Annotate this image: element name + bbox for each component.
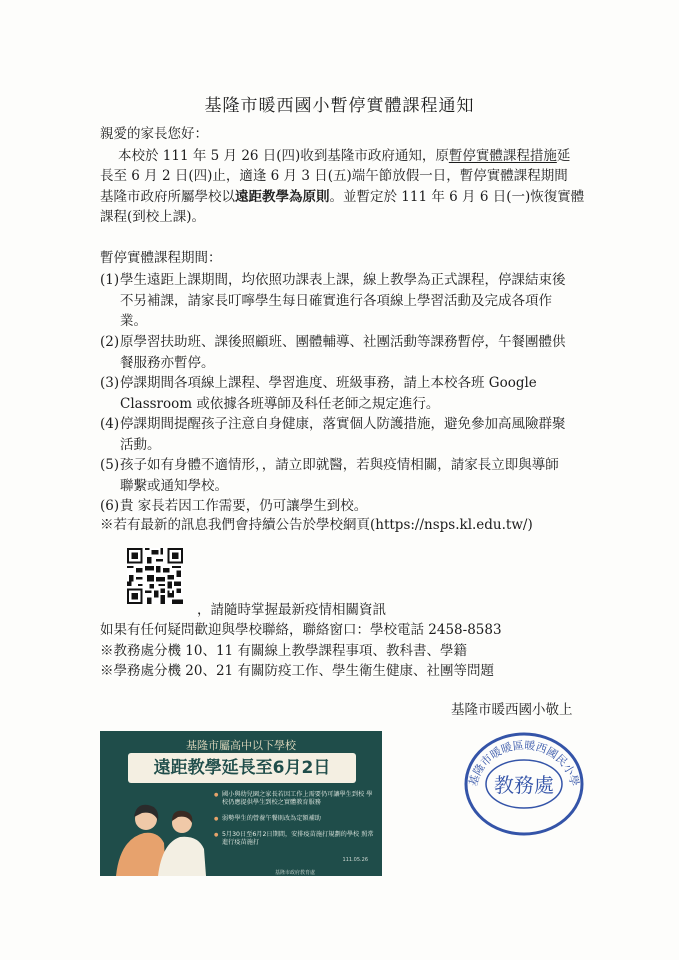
item-number: (5) [100, 457, 120, 473]
banner-bullet: ● 5月30日至6月2日期間，安排疫苗施打規劃的學校 照常進行疫苗施打 [222, 831, 377, 847]
item-text: 聯繫或通知學校。 [120, 477, 228, 494]
intro-text: 延 [556, 148, 571, 164]
page-title: 基隆市暖西國小暫停實體課程通知 [204, 96, 475, 116]
intro-text: 基隆市政府所屬學校以 [100, 188, 235, 205]
banner-org: 基隆市政府教育處 [275, 870, 316, 876]
banner-subtitle: 基隆市屬高中以下學校 [186, 739, 296, 752]
item-number: (6) [100, 498, 120, 514]
list-item [100, 414, 590, 455]
item-text: 停課期間提醒孩子注意自身健康，落實個人防護措施，避免參加高風險群聚 [120, 416, 566, 432]
banner-date: 111.05.26 [342, 857, 368, 863]
list-item [100, 332, 590, 373]
stamp-ring-text: 基隆市暖暖區暖西國民小學 [466, 738, 582, 788]
period-heading: 暫停實體課程期間： [100, 250, 222, 266]
qr-code-icon[interactable] [127, 548, 183, 604]
office-stamp-icon [462, 731, 586, 837]
website-note: ※若有最新的訊息我們會持續公告於學校網頁(https://nsps.kl.edu.tw/) [100, 517, 533, 533]
intro-line: 長至 6 月 2 日(四)止，適逢 6 月 3 日(五)端午節放假一日，暫停實體課程期間 [100, 168, 568, 184]
item-number: (1) [100, 272, 120, 288]
stamp-center-text: 教務處 [494, 773, 554, 797]
signature: 基隆市暖西國小敬上 [451, 702, 573, 718]
qr-caption: ，請隨時掌握最新疫情相關資訊 [197, 602, 386, 618]
greeting: 親愛的家長您好： [100, 126, 208, 142]
item-text: Classroom 或依據各班導師及科任老師之規定進行。 [120, 395, 440, 412]
item-number: (3) [100, 375, 120, 391]
intro-text: 本校於 111 年 5 月 26 日(四)收到基隆市政府通知，原 [118, 148, 449, 164]
academic-extension: ※教務處分機 10、11 有關線上教學課程事項、教科書、學籍 [100, 643, 467, 659]
banner-bullet: ● 弱勢學生的營養午餐則改為定額補助 [222, 815, 377, 823]
item-text: 餐服務亦暫停。 [120, 354, 215, 371]
intro-text: 。並暫定於 111 年 6 月 6 日(一)恢復實體 [329, 188, 585, 205]
banner-headline: 遠距教學延長至6月2日 [128, 753, 356, 783]
intro-emphasis: 遠距教學為原則 [235, 188, 330, 205]
item-number: (2) [100, 334, 120, 350]
student-affairs-extension: ※學務處分機 20、21 有關防疫工作、學生衛生健康、社團等問題 [100, 663, 494, 679]
contact-info: 如果有任何疑問歡迎與學校聯絡，聯絡窗口：學校電話 2458-8583 [100, 622, 502, 638]
item-text: 學生遠距上課期間，均依照功課表上課，線上教學為正式課程，停課結束後 [120, 272, 566, 288]
intro-line: 課程(到校上課)。 [100, 209, 206, 225]
intro-underlined: 暫停實體課程措施 [448, 148, 557, 164]
intro-continuation [100, 166, 590, 228]
announcement-banner [100, 731, 382, 876]
list-item [100, 455, 590, 496]
list-item [100, 373, 590, 414]
item-text: 孩子如有身體不適情形，，請立即就醫，若與疫情相關，請家長立即與導師 [120, 457, 559, 473]
people-illustration-icon [106, 787, 216, 876]
list-item [100, 496, 590, 517]
item-number: (4) [100, 416, 120, 432]
item-text: 活動。 [120, 436, 161, 453]
intro-paragraph [118, 146, 583, 167]
banner-bullet: ● 國小與幼兒園之家長若因工作上需要仍可讓學生到校 學校仍應提供學生到校之實體教育服務 [222, 791, 377, 807]
item-text: 業。 [120, 313, 147, 329]
item-text: 不另補課，請家長叮嚀學生每日確實進行各項線上學習活動及完成各項作 [120, 292, 552, 309]
item-text: 停課期間各項線上課程、學習進度、班級事務，請上本校各班 Google [120, 375, 537, 391]
item-text: 原學習扶助班、課後照顧班、團體輔導、社團活動等課務暫停，午餐團體供 [120, 334, 566, 350]
list-item [100, 270, 590, 332]
item-text: 貴 家長若因工作需要，仍可讓學生到校。 [120, 498, 368, 514]
